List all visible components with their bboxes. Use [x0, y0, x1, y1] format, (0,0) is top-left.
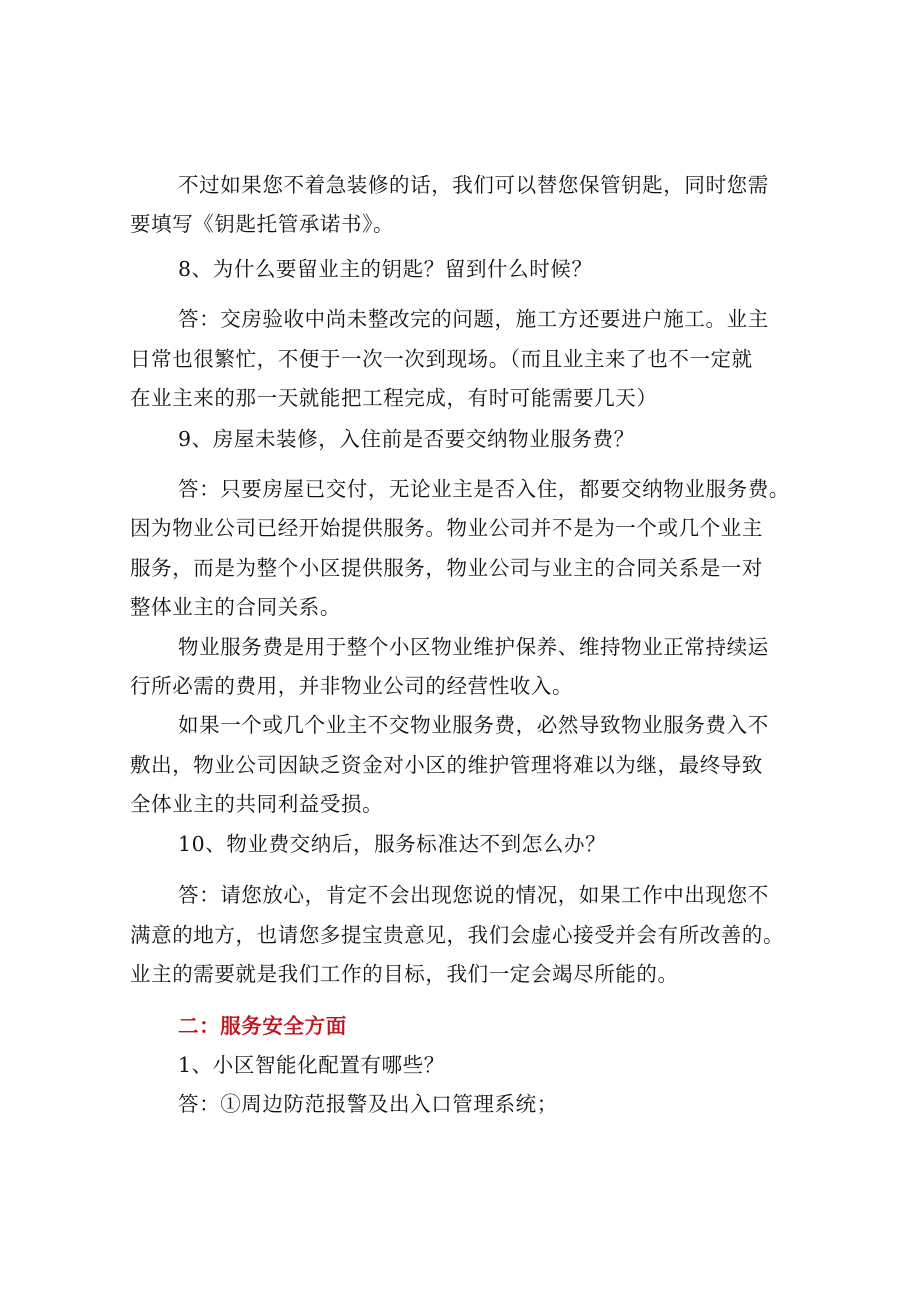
answer-9-line: 答：只要房屋已交付，无论业主是否入住，都要交纳物业服务费。	[178, 477, 790, 501]
answer-8-line: 日常也很繁忙，不便于一次一次到现场。（而且业主来了也不一定就	[130, 347, 753, 371]
answer-10-line: 业主的需要就是我们工作的目标，我们一定会竭尽所能的。	[130, 962, 679, 986]
paragraph-line: 物业服务费是用于整个小区物业维护保养、维持物业正常持续运	[178, 635, 769, 659]
answer-8-line: 在业主来的那一天就能把工程完成，有时可能需要几天）	[130, 386, 658, 410]
paragraph-line: 行所必需的费用，并非物业公司的经营性收入。	[130, 674, 574, 698]
question-9: 9、房屋未装修，入住前是否要交纳物业服务费？	[178, 427, 635, 451]
answer-10-line: 答：请您放心，肯定不会出现您说的情况，如果工作中出现您不	[178, 883, 769, 907]
paragraph-line: 全体业主的共同利益受损。	[130, 792, 384, 816]
paragraph-line: 敷出，物业公司因缺乏资金对小区的维护管理将难以为继，最终导致	[130, 753, 763, 777]
answer-9-line: 服务，而是为整个小区提供服务，物业公司与业主的合同关系是一对	[130, 556, 763, 580]
paragraph-line: 如果一个或几个业主不交物业服务费，必然导致物业服务费入不	[178, 713, 769, 737]
answer-10-line: 满意的地方，也请您多提宝贵意见，我们会虚心接受并会有所改善的。	[130, 923, 785, 947]
section-heading: 二：服务安全方面	[178, 1014, 347, 1038]
answer-9-line: 整体业主的合同关系。	[130, 595, 341, 619]
answer-1-line: 答：①周边防范报警及出入口管理系统；	[178, 1092, 558, 1116]
paragraph-line: 要填写《钥匙托管承诺书》。	[130, 212, 395, 236]
answer-9-line: 因为物业公司已经开始提供服务。物业公司并不是为一个或几个业主	[130, 516, 763, 540]
answer-8-line: 答：交房验收中尚未整改完的问题，施工方还要进户施工。业主	[178, 307, 769, 331]
question-8: 8、为什么要留业主的钥匙？留到什么时候？	[178, 257, 593, 281]
question-1: 1、小区智能化配置有哪些？	[178, 1053, 445, 1077]
question-10: 10、物业费交纳后，服务标准达不到怎么办？	[178, 832, 607, 856]
paragraph-line: 不过如果您不着急装修的话，我们可以替您保管钥匙，同时您需	[178, 173, 769, 197]
